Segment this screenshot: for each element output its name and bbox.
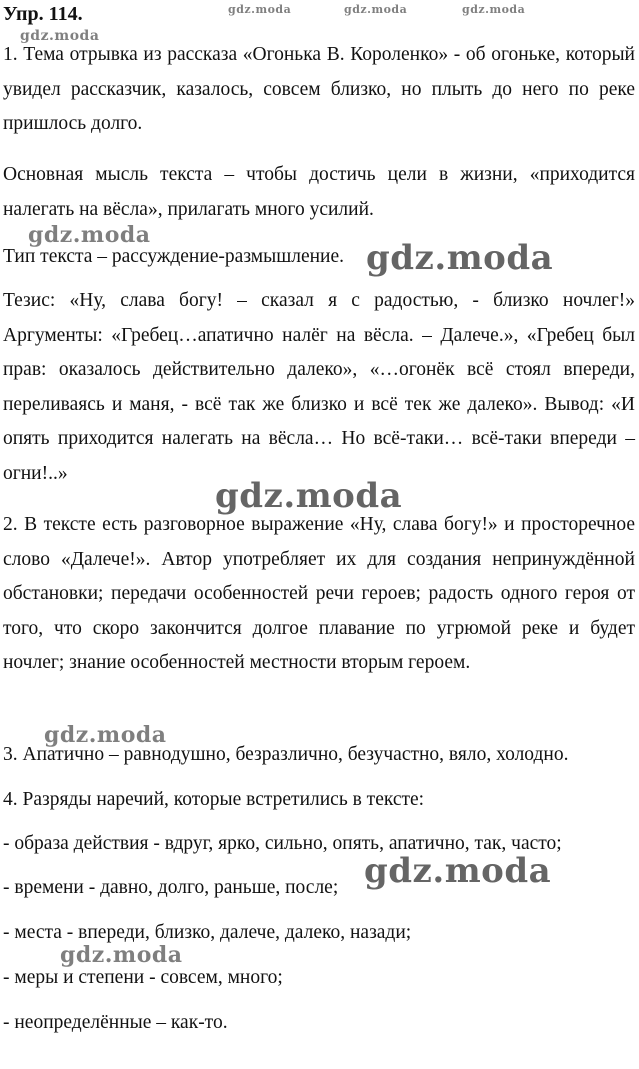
watermark: gdz.moda	[215, 476, 403, 516]
watermark: gdz.moda	[44, 722, 167, 748]
list-item: - времени - давно, долго, раньше, после;	[3, 877, 339, 898]
paragraph-topic: 1. Тема отрывка из рассказа «Огонька В. Короленко» - об огоньке, который увидел рассказчик, казалось, совсем близко, но плыть до него по реке пришлось долго.	[3, 44, 635, 135]
list-item: - неопределённые – как-то.	[3, 1012, 228, 1033]
paragraph-main-idea: Основная мысль текста – чтобы достичь цели в жизни, «приходится налегать на вёсла», прилагать много усилий.	[3, 164, 635, 220]
paragraph-text-type: Тип текста – рассуждение-размышление.	[3, 246, 345, 267]
watermark: gdz.moda	[60, 942, 183, 968]
watermark: gdz.moda	[228, 3, 292, 16]
watermark: gdz.moda	[366, 238, 554, 278]
paragraph-colloquial: 2. В тексте есть разговорное выражение «Ну, слава богу!» и просторечное слово «Далече!». Автор употребляет их для создания непринуждённой обстановки; передачи особенностей речи героев; радость одного героя от того, что скоро закончится долгое плавание по угрюмой реке и будет ночлег; знание особенностей местности вторым героем.	[3, 514, 635, 674]
list-item: - меры и степени - совсем, много;	[3, 967, 283, 988]
watermark: gdz.moda	[344, 3, 408, 16]
paragraph-synonyms: 3. Апатично – равнодушно, безразлично, безучастно, вяло, холодно.	[3, 744, 569, 765]
list-item: - места - впереди, близко, далече, далеко, назади;	[3, 922, 412, 943]
list-item: - образа действия - вдруг, ярко, сильно, опять, апатично, так, часто;	[3, 833, 562, 854]
adverb-categories-heading: 4. Разряды наречий, которые встретились в тексте:	[3, 789, 425, 810]
paragraph-thesis: Тезис: «Ну, слава богу! – сказал я с радостью, - близко ночлег!» Аргументы: «Гребец…апатично налёг на вёсла. – Далече.», «Гребец был прав: оказалось действительно далеко», «…огонёк всё стоял впереди, переливаясь и маня, - всё так же близко и всё тек же далеко». Вывод: «И опять приходится налегать на вёсла… Но всё-таки… всё-таки впереди – огни!..»	[3, 290, 635, 484]
watermark: gdz.moda	[20, 28, 100, 44]
watermark: gdz.moda	[364, 851, 552, 891]
watermark: gdz.moda	[28, 222, 151, 248]
exercise-title: Упр. 114.	[3, 3, 83, 25]
watermark: gdz.moda	[462, 3, 526, 16]
